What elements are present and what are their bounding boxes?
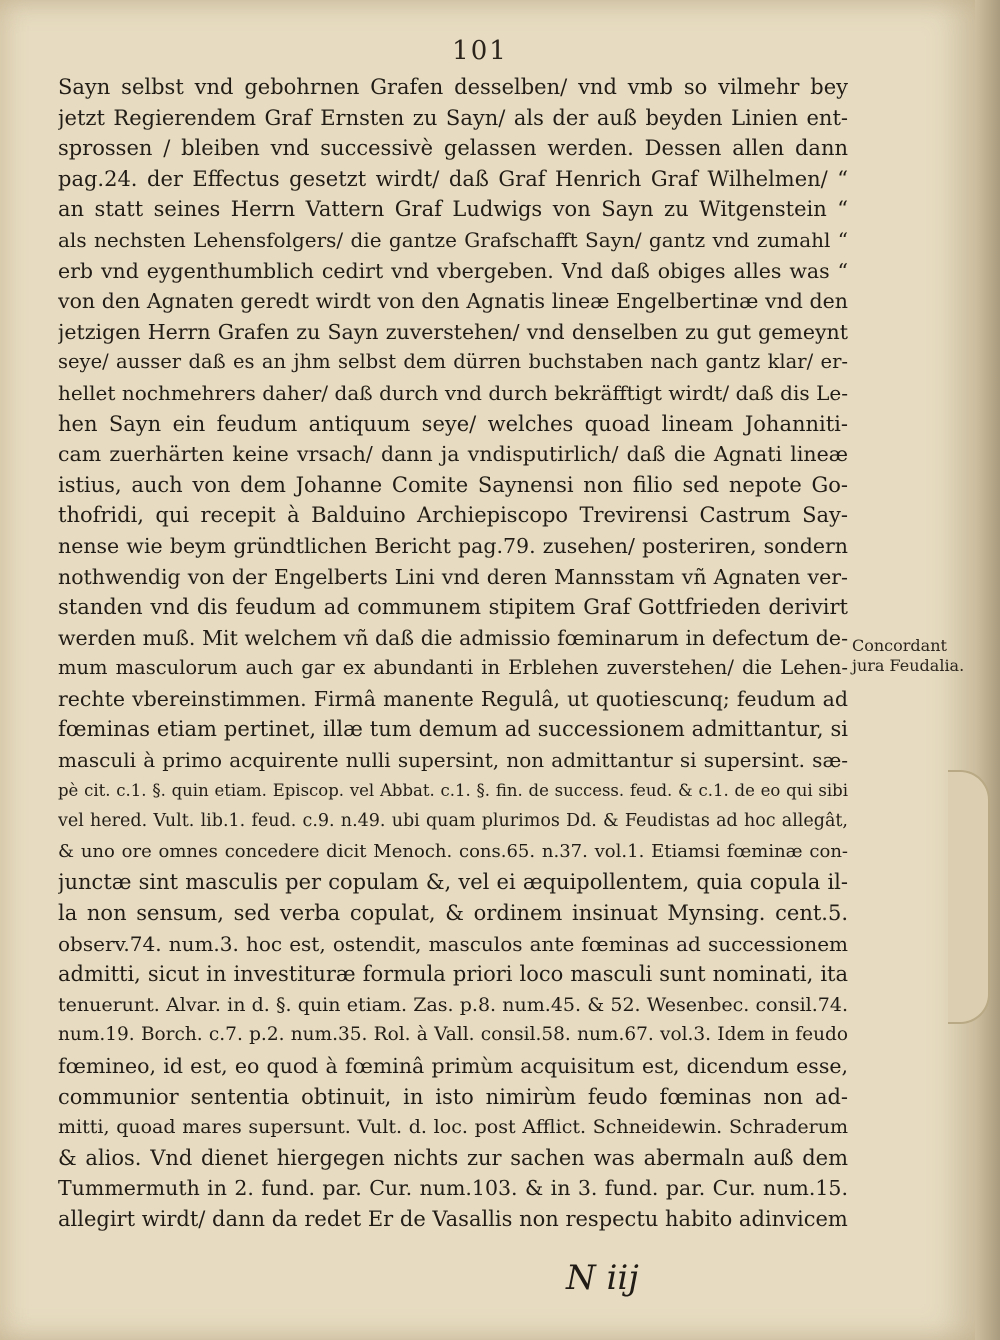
text-line: standen vnd dis feudum ad communem stipitem Graf Gottfrieden derivirt: [58, 595, 848, 620]
text-line: werden muß. Mit welchem vñ daß die admissio fœminarum in defectum de-: [58, 625, 848, 650]
text-line: masculi à primo acquirente nulli supersint, non admittantur si supersint. sæ-: [58, 748, 848, 773]
text-line: cam zuerhärten keine vrsach/ dann ja vndisputirlich/ daß die Agnati lineæ: [58, 442, 848, 467]
text-line: pag.24. der Effectus gesetzt wirdt/ daß Graf Henrich Graf Wilhelmen/ “: [58, 166, 848, 191]
text-line: nothwendig von der Engelberts Lini vnd deren Mannsstam vñ Agnaten ver-: [58, 564, 848, 589]
text-line: fœminas etiam pertinet, illæ tum demum ad successionem admittantur, si: [58, 717, 848, 742]
text-line: admitti, sicut in investituræ formula priori loco masculi sunt nominati, ita: [58, 962, 848, 987]
text-line: communior sententia obtinuit, in isto nimirùm feudo fœminas non ad-: [58, 1084, 848, 1109]
margin-note: [852, 636, 972, 676]
text-line: seye/ ausser daß es an jhm selbst dem dürren buchstaben nach gantz klar/ er-: [58, 350, 848, 374]
text-line: jetzt Regierendem Graf Ernsten zu Sayn/ als der auß beyden Linien ent-: [58, 105, 848, 130]
margin-note-line: jura Feudalia.: [852, 656, 965, 675]
text-line: Sayn selbst vnd gebohrnen Grafen desselben/ vnd vmb so vilmehr bey: [58, 75, 848, 99]
text-line: la non sensum, sed verba copulat, & ordinem insinuat Mynsing. cent.5.: [58, 901, 848, 926]
text-line: jetzigen Herrn Grafen zu Sayn zuverstehen/ vnd denselben zu gut gemeynt: [58, 319, 848, 344]
text-line: num.19. Borch. c.7. p.2. num.35. Rol. à Vall. consil.58. num.67. vol.3. Idem in feudo: [58, 1024, 848, 1046]
text-line: thofridi, qui recepit à Balduino Archiepiscopo Trevirensi Castrum Say-: [58, 503, 848, 528]
text-line: allegirt wirdt/ dann da redet Er de Vasallis non respectu habito adinvicem: [58, 1206, 848, 1231]
page-tab: [948, 770, 990, 1024]
text-line: & alios. Vnd dienet hiergegen nichts zur sachen was abermaln auß dem: [58, 1145, 848, 1170]
text-line: von den Agnaten geredt wirdt von den Agnatis lineæ Engelbertinæ vnd den: [58, 289, 848, 314]
text-line: erb vnd eygenthumblich cedirt vnd vbergeben. Vnd daß obiges alles was “: [58, 258, 848, 283]
text-line: fœmineo, id est, eo quod à fœminâ primùm acquisitum est, dicendum esse,: [58, 1054, 848, 1078]
text-line: nense wie beym gründtlichen Bericht pag.79. zusehen/ posteriren, sondern: [58, 533, 848, 558]
text-line: mum masculorum auch gar ex abundanti in Erblehen zuverstehen/ die Lehen-: [58, 656, 848, 680]
text-line: an statt seines Herrn Vattern Graf Ludwigs von Sayn zu Witgenstein “: [58, 197, 848, 222]
text-line: junctæ sint masculis per copulam &, vel ei æquipollentem, quia copula il-: [58, 870, 848, 895]
text-line: tenuerunt. Alvar. in d. §. quin etiam. Zas. p.8. num.45. & 52. Wesenbec. consil.74.: [58, 993, 848, 1016]
text-line: observ.74. num.3. hoc est, ostendit, masculos ante fœminas ad successionem: [58, 931, 848, 956]
text-line: pè cit. c.1. §. quin etiam. Episcop. vel Abbat. c.1. §. fin. de success. feud. & c.1. de eo qui sibi: [58, 780, 848, 800]
text-line: rechte vbereinstimmen. Firmâ manente Regulâ, ut quotiescunq; feudum ad: [58, 686, 848, 711]
text-line: Tummermuth in 2. fund. par. Cur. num.103. & in 3. fund. par. Cur. num.15.: [58, 1176, 848, 1201]
text-line: & uno ore omnes concedere dicit Menoch. cons.65. n.37. vol.1. Etiamsi fœminæ con-: [58, 840, 848, 862]
text-line: sprossen / bleiben vnd successivè gelassen werden. Dessen allen dann: [58, 136, 848, 161]
text-line: istius, auch von dem Johanne Comite Saynensi non filio sed nepote Go-: [58, 472, 848, 497]
text-line: als nechsten Lehensfolgers/ die gantze Grafschafft Sayn/ gantz vnd zumahl “: [58, 227, 848, 252]
page-edge: [975, 0, 1000, 1340]
page-number: 101: [452, 36, 508, 66]
text-line: hellet nochmehrers daher/ daß durch vnd durch bekräfftigt wirdt/ daß dis Le-: [58, 380, 848, 405]
signature-mark: N iij: [566, 1258, 639, 1298]
text-line: mitti, quoad mares supersunt. Vult. d. loc. post Afflict. Schneidewin. Schraderum: [58, 1116, 848, 1139]
body-text: [58, 72, 848, 1235]
margin-note-line: Concordant: [852, 636, 947, 655]
text-line: vel hered. Vult. lib.1. feud. c.9. n.49. ubi quam plurimos Dd. & Feudistas ad hoc allegât,: [58, 811, 848, 832]
text-line: hen Sayn ein feudum antiquum seye/ welches quoad lineam Johanniti-: [58, 411, 848, 436]
